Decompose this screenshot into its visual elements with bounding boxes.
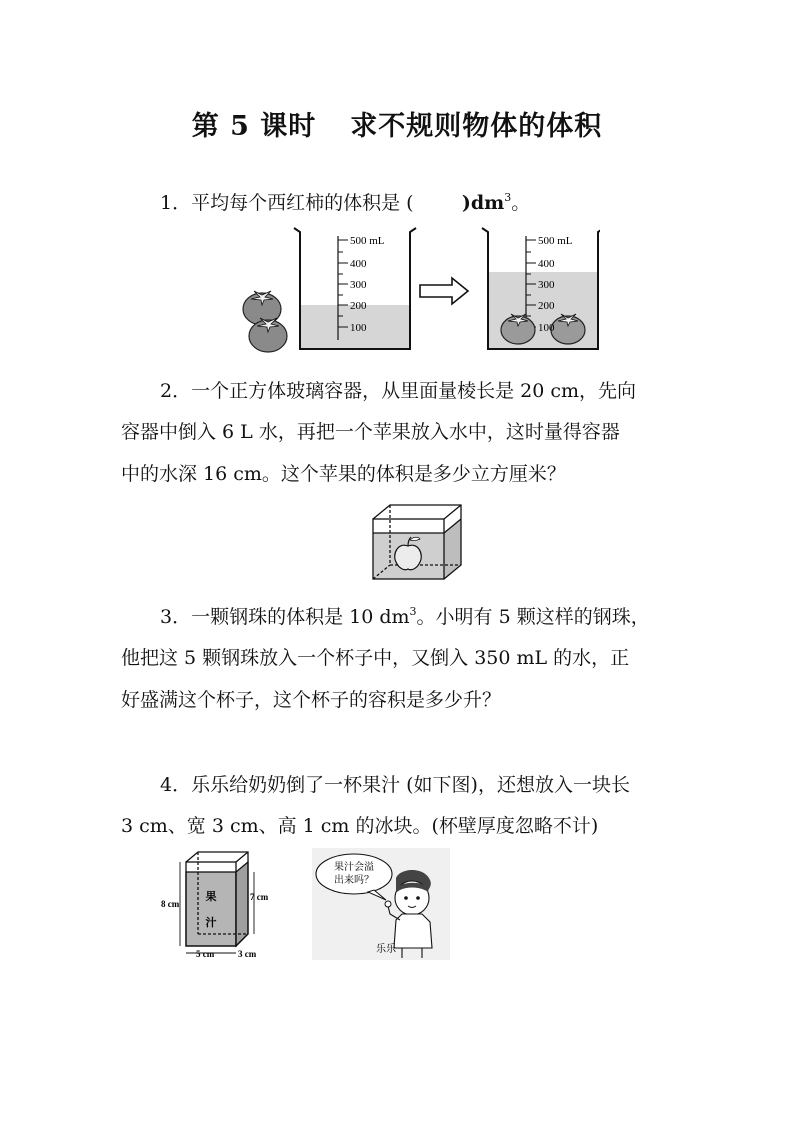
juice-height-label: 7 cm	[250, 892, 269, 902]
character-figure	[312, 848, 450, 960]
tick-label: 300	[538, 279, 555, 291]
question-3-line-3: 好盛满这个杯子，这个杯子的容积是多少升？	[121, 689, 502, 711]
character-name: 乐乐	[376, 944, 396, 955]
width-label: 3 cm	[238, 949, 257, 959]
beaker-before	[294, 228, 416, 349]
question-4-line-1: 4．乐乐给奶奶倒了一杯果汁 (如下图)，还想放入一块长	[160, 774, 630, 796]
lesson-number: 第 5 课时	[191, 111, 317, 142]
question-2-line-3: 中的水深 16 cm。这个苹果的体积是多少立方厘米？	[121, 463, 566, 485]
glass-cube-figure	[370, 498, 466, 584]
juice-cup-figure	[160, 850, 278, 962]
tick-label: 400	[350, 258, 367, 270]
question-4-number: 4．	[160, 774, 192, 796]
right-arrow-icon	[420, 278, 468, 304]
height-label: 8 cm	[161, 899, 180, 909]
question-3-number: 3．	[160, 606, 192, 628]
length-label: 5 cm	[196, 949, 215, 959]
tick-label: 200	[350, 300, 367, 312]
beaker-after	[482, 228, 600, 349]
cup-label-top: 果	[205, 891, 217, 903]
answer-blank[interactable]	[414, 192, 462, 214]
question-3-line-1: 3．一颗钢珠的体积是 10 $dm^3$。小明有 5 颗这样的钢珠，	[160, 605, 650, 628]
tick-label: 200	[538, 300, 555, 312]
question-2-line-1: 2．一个正方体玻璃容器，从里面量棱长是 20 cm，先向	[160, 380, 637, 402]
question-2-line-2: 容器中倒入 6 L 水，再把一个苹果放入水中，这时量得容器	[121, 421, 620, 443]
lesson-topic: 求不规则物体的体积	[350, 111, 603, 142]
tick-label: 100	[350, 322, 367, 334]
question-3-line-2: 他把这 5 颗钢珠放入一个杯子中，又倒入 350 mL 的水，正	[121, 647, 630, 669]
beaker-figure	[238, 222, 600, 362]
question-1-number: 1．	[160, 192, 192, 214]
question-1-text: 1．平均每个西红柿的体积是 ( )$dm^3$。	[160, 191, 531, 214]
tick-label: 100	[538, 322, 555, 334]
page-title	[0, 104, 794, 143]
question-4-line-2: 3 cm、宽 3 cm、高 1 cm 的冰块。(杯壁厚度忽略不计)	[121, 815, 599, 837]
question-2-number: 2．	[160, 380, 192, 402]
speech-line-1: 果汁会溢	[334, 862, 374, 873]
cup-label-bottom: 汁	[205, 917, 217, 929]
tick-label: 300	[350, 279, 367, 291]
tick-label: 400	[538, 258, 555, 270]
speech-line-2: 出来吗？	[334, 875, 374, 886]
tick-label: 500 mL	[350, 235, 385, 247]
tick-label: 500 mL	[538, 235, 573, 247]
